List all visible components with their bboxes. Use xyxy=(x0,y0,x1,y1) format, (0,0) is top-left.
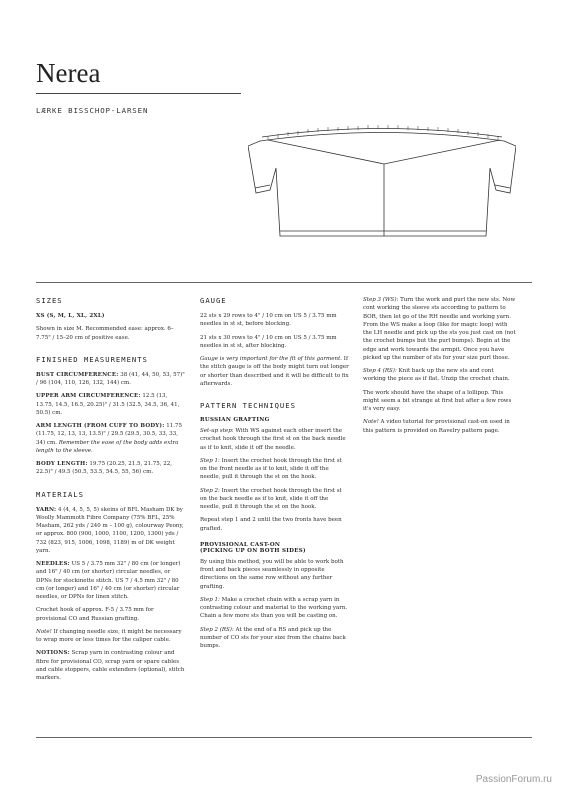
crochet-hook-info: Crochet hook of approx. F-5 / 3.75 mm for provisional CO and Russian grafting. xyxy=(36,607,154,622)
sizes-ease: Shown in size M. Recommended ease: approx. 6–7.75" / 15–20 cm of positive ease. xyxy=(36,326,174,341)
yarn-info: YARN: 4 (4, 4, 5, 5, 5) skeins of BFL Masham DK by Woolly Mammoth Fibre Company (75% BFL, 25% Masham, 262 yds / 240 m – 100 g), colourway Peony, or approx. 800 (900, 1000, 1100, 1200, 1300) yds / 732 (823, 915, 1006, 1098, 1189) m of DK weight yarn. xyxy=(36,506,184,554)
arm-length: ARM LENGTH (FROM CUFF TO BODY): 11.75 (11.75, 12, 13, 13, 13.5)" / 29.5 (29.5, 30.5, 33, 33, 34) cm. Remember the ease of the body adds extra length to the sleeve. xyxy=(36,423,182,454)
sweater-illustration xyxy=(248,118,516,244)
column-middle xyxy=(200,296,350,655)
gauge-importance: Gauge is very important for the fit of this garment. If the stitch gauge is off the body might turn out longer or shorter than described and it will be difficult to fix afterwards. xyxy=(200,356,349,387)
needles-info: NEEDLES: US 5 / 3.75 mm 32" / 80 cm (or longer) and 16" / 40 cm (or shorter) circular needles, or DPNs for stockinette stitch. US 7 / 4.5 mm 32" / 80 cm (or longer) and 16" / 40 cm (or shorter) circular needles, or DPNs for linen stitch. xyxy=(36,561,181,600)
body-length: BODY LENGTH: 19.75 (20.25, 21.5, 21.75, 22, 22.5)" / 49.5 (50.5, 53.5, 54.5, 55, 56) cm. xyxy=(36,461,173,476)
pattern-title: Nerea xyxy=(36,58,101,88)
grafting-step-1: Step 1: Insert the crochet hook through the first st on the front needle as if to knit, slide it off the needle, pull it through the st on the hook. xyxy=(200,457,342,481)
footer-divider xyxy=(36,737,532,738)
provisional-cast-on-heading: PROVISIONAL CAST-ON (PICKING UP ON BOTH SIDES) xyxy=(200,541,306,554)
finished-measurements-heading: FINISHED MEASUREMENTS xyxy=(36,354,148,364)
grafting-step-2: Step 2: Insert the crochet hook through the first st on the back needle as if to knit, slide it off the needle, pull it through the st on the hook. xyxy=(200,487,342,510)
provisional-step-2: Step 2 (RS): At the end of a RS and pick up the number of CO sts for your size from the chains back bumps. xyxy=(200,626,346,649)
designer-name: LÆRKE BISSCHOP-LARSEN xyxy=(36,106,149,115)
provisional-step-1: Step 1: Make a crochet chain with a scrap yarn in contrasting colour and material to the working yarn. Chain a few more sts than you will be casting on. xyxy=(200,596,348,620)
bust-circumference: BUST CIRCUMFERENCE: 38 (41, 44, 50, 53, 57)" / 96 (104, 110, 126, 132, 144) cm. xyxy=(36,371,185,386)
pattern-techniques-heading: PATTERN TECHNIQUES xyxy=(200,401,296,410)
provisional-step-3: Step 3 (WS): Turn the work and purl the new sts. Now cont working the sleeve sts according to pattern to BOR, then let go of the RH needle and working yarn. From the WS make a loop (like for magic loop) with the LH needle and pick up the sts you just cast on (not the crochet bumps but the purl bumps). Begin at the edge and work towards the armpit. Once you have picked up the number of sts for your size purl those. xyxy=(363,297,516,361)
gauge-after-blocking: 21 sts x 30 rows to 4" / 10 cm on US 5 / 3.75 mm needles in st st, after blocking. xyxy=(200,334,337,349)
column-left xyxy=(36,296,186,687)
materials-heading: MATERIALS xyxy=(36,489,84,499)
grafting-setup-step: Set-up step: With WS against each other insert the crochet hook through the first st on the back needle as if to knit, slide it off the needle. xyxy=(200,428,346,451)
russian-grafting-heading: RUSSIAN GRAFTING xyxy=(200,417,270,423)
gauge-heading: GAUGE xyxy=(200,296,227,305)
notions-info: NOTIONS: Scrap yarn in contrasting colour and fibre for provisional CO, scrap yarn or spare cables and cable stoppers, cable extenders (optional), stitch markers. xyxy=(36,650,185,681)
watermark: PassionForum.ru xyxy=(475,774,552,785)
header-divider xyxy=(36,282,532,283)
column-right xyxy=(363,296,518,440)
sizes-heading: SIZES xyxy=(36,296,63,305)
gauge-before-blocking: 22 sts x 29 rows to 4" / 10 cm on US 5 / 3.75 mm needles in st st, before blocking. xyxy=(200,313,337,328)
video-tutorial-note: Note! A video tutorial for provisional cast-on used in this pattern is provided on Ravelry pattern page. xyxy=(363,419,510,434)
needle-note: Note! If changing needle size, it might be necessary to wrap more or less times for the caliper cable. xyxy=(36,628,182,643)
upper-arm-circumference: UPPER ARM CIRCUMFERENCE: 12.5 (13, 13.75, 14.5, 16.5, 20.25)" / 31.5 (32.5, 34.5, 36, 41, 50.5) cm. xyxy=(36,393,180,416)
lollipop-note: The work should have the shape of a lollipop. This might seem a bit strange at first but after a few rows it's very easy. xyxy=(363,389,512,412)
title-rule xyxy=(36,93,241,94)
grafting-repeat: Repeat step 1 and 2 until the two fronts have been grafted. xyxy=(200,517,342,532)
provisional-step-4: Step 4 (RS): Knit back up the new sts and cont working the piece as if flat. Unzip the crochet chain. xyxy=(363,368,510,383)
sizes-list: XS (S, M, L, XL, 2XL) xyxy=(36,313,105,319)
provisional-intro: By using this method, you will be able to work both front and back pieces seamlessly in opposite directions on the same row without any further grafting. xyxy=(200,558,344,590)
